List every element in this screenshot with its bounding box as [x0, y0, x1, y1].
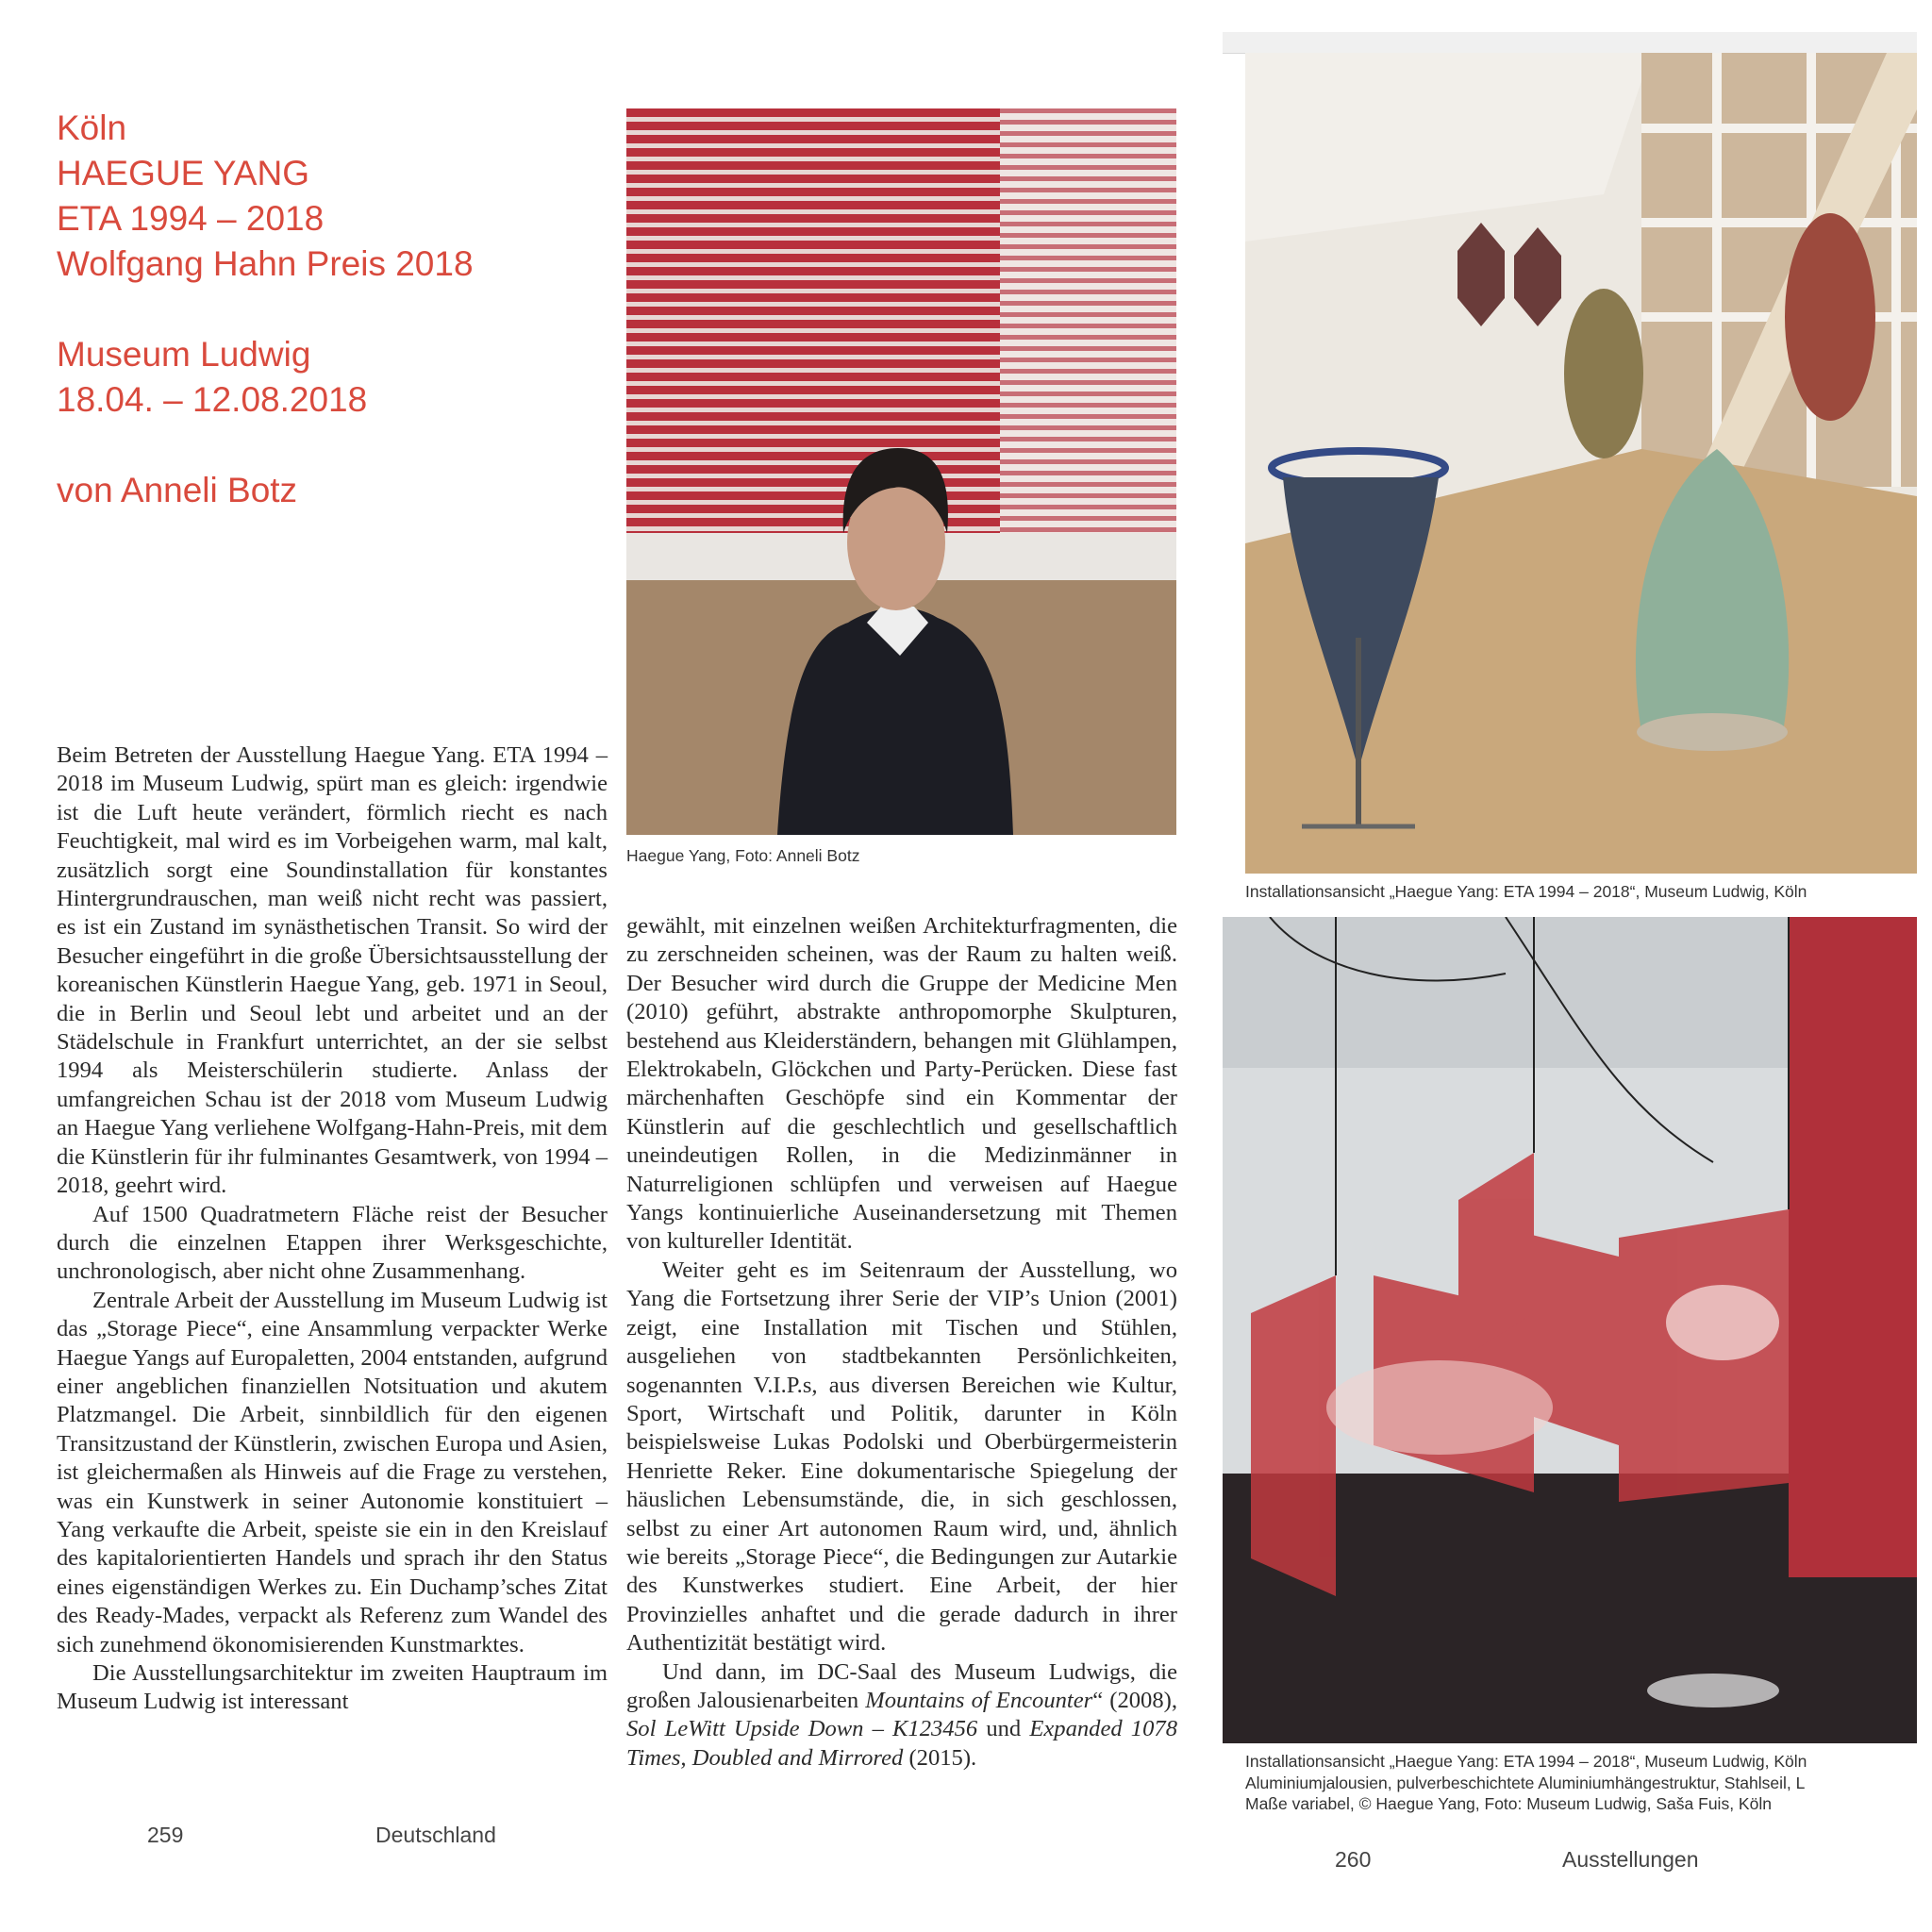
caption-line: Installationsansicht „Haegue Yang: ETA 1994 – 2018“, Museum Ludwig, Köln	[1245, 1752, 1807, 1771]
caption-line: Maße variabel, © Haegue Yang, Foto: Museum Ludwig, Saša Fuis, Köln	[1245, 1794, 1772, 1813]
article-header	[57, 106, 623, 513]
installation-caption-1: Installationsansicht „Haegue Yang: ETA 1994 – 2018“, Museum Ludwig, Köln	[1245, 882, 1807, 901]
page-number-right: 260	[1335, 1847, 1372, 1872]
venue-name: Museum Ludwig	[57, 335, 311, 374]
section-label-left: Deutschland	[375, 1823, 496, 1847]
installation-photo-2	[1223, 917, 1917, 1743]
section-label-right: Ausstellungen	[1562, 1847, 1699, 1872]
article-column-1	[57, 741, 608, 1717]
paragraph: Zentrale Arbeit der Ausstellung im Museum Ludwig ist das „Storage Piece“, eine Ansammlung verpackter Werke Haegue Yangs auf Europaletten, 2004 entstanden, aufgrund einer angeblichen finanziellen Notsituation und akutem Platzmangel. Die Arbeit, sinnbildlich für den eigenen Transitzustand der Künstlerin, zwischen Europa und Asien, ist gleichermaßen als Hinweis auf die Frage zu verstehen, was ein Kunstwerk in seiner Autonomie konstituiert – Yang verkaufte die Arbeit, speiste sie ein in den Kreislauf des kapitalorientierten Handels und sprach ihr den Status eines eigenständigen Werkes zu. Ein Duchamp’sches Zitat des Ready-Mades, verpackt als Referenz zum Wandel des sich zunehmend ökonomisierenden Kunstmarktes.	[57, 1287, 608, 1657]
paragraph: Die Ausstellungsarchitektur im zweiten Hauptraum im Museum Ludwig ist interessant	[57, 1660, 608, 1715]
author-byline: von Anneli Botz	[57, 471, 298, 509]
paragraph: Und dann, im DC-Saal des Museum Ludwigs, die großen Jalousienarbeiten Mountains of Encounter“ (2008), Sol LeWitt Upside Down – K123456 und Expanded 1078 Times, Doubled and Mirrored (2015).	[626, 1658, 1177, 1771]
caption-line: Aluminiumjalousien, pulverbeschichtete Aluminiumhängestruktur, Stahlseil, L	[1245, 1773, 1806, 1792]
installation-caption-2	[1245, 1751, 1917, 1815]
paragraph: Beim Betreten der Ausstellung Haegue Yang. ETA 1994 – 2018 im Museum Ludwig, spürt man es gleich: irgendwie ist die Luft heute verändert, förmlich riecht es nach Feuchtigkeit, mal wird es im Vorbeigehen warm, mal kalt, zusätzlich sorgt eine Soundinstallation für konstantes Hintergrundrauschen, man weiß nicht recht was passiert, es ist ein Zustand im synästhetischen Transit. So wird der Besucher eingeführt in die große Übersichtsausstellung der koreanischen Künstlerin Haegue Yang, geb. 1971 in Seoul, die in Berlin und Seoul lebt und arbeitet und an der Städelschule in Frankfurt unterrichtet, an der sie selbst 1994 als Meisterschülerin studierte. Anlass der umfangreichen Schau ist der 2018 vom Museum Ludwig an Haegue Yang verliehene Wolfgang-Hahn-Preis, mit dem die Künstlerin für ihr fulminantes Gesamtwerk, von 1994 – 2018, geehrt wird.	[57, 742, 608, 1199]
page-number-left: 259	[147, 1823, 184, 1847]
portrait-photo	[626, 108, 1176, 835]
page-edge	[1223, 32, 1917, 54]
paragraph: Weiter geht es im Seitenraum der Ausstellung, wo Yang die Fortsetzung ihrer Serie der VIP’s Union (2001) zeigt, eine Installation mit Tischen und Stühlen, ausgeliehen von stadtbekannten Persönlichkeiten, sogenannten V.I.P.s, aus diversen Bereichen wie Kultur, Sport, Wirtschaft und Politik, darunter in Köln beispielsweise Lukas Podolski und Oberbürgermeisterin Henriette Reker. Eine dokumentarische Spiegelung der häuslichen Lebensumstände, die, in sich geschlossen, selbst zu einer Art autonomen Raum wird, und, ähnlich wie bereits „Storage Piece“, die Bedingungen zur Autarkie des Kunstwerkes studiert. Eine Arbeit, der hier Provinzielles anhaftet und die gerade dadurch in ihrer Authentizität bestätigt wird.	[626, 1257, 1177, 1657]
exhibition-dates: 18.04. – 12.08.2018	[57, 380, 368, 419]
portrait-caption: Haegue Yang, Foto: Anneli Botz	[626, 846, 860, 865]
paragraph: gewählt, mit einzelnen weißen Architekturfragmenten, die zu zerschneiden scheinen, was der Raum zu halten weiß. Der Besucher wird durch die Gruppe der Medicine Men (2010) geführt, abstrakte anthropomorphe Skulpturen, bestehend aus Kleiderständern, behangen mit Glühlampen, Elektrokabeln, Glöckchen und Party-Perücken. Diese fast märchenhaften Geschöpfe sind ein Kommentar der Künstlerin auf die geschlechtlich und gesellschaftlich uneindeutigen Rollen, in die Medizinmänner in Naturreligionen schlüpfen und verweisen auf Haegue Yangs kontinuierliche Auseinandersetzung mit Themen von kultureller Identität.	[626, 913, 1177, 1255]
city-label: Köln	[57, 108, 127, 147]
prize-title: Wolfgang Hahn Preis 2018	[57, 244, 474, 283]
artist-name: HAEGUE YANG	[57, 154, 309, 192]
installation-photo-1	[1245, 53, 1917, 874]
article-column-2	[626, 912, 1177, 1773]
paragraph: Auf 1500 Quadratmetern Fläche reist der Besucher durch die einzelnen Etappen ihrer Werksgeschichte, unchronologisch, aber nicht ohne Zusammenhang.	[57, 1201, 608, 1285]
exhibition-title: ETA 1994 – 2018	[57, 199, 325, 238]
